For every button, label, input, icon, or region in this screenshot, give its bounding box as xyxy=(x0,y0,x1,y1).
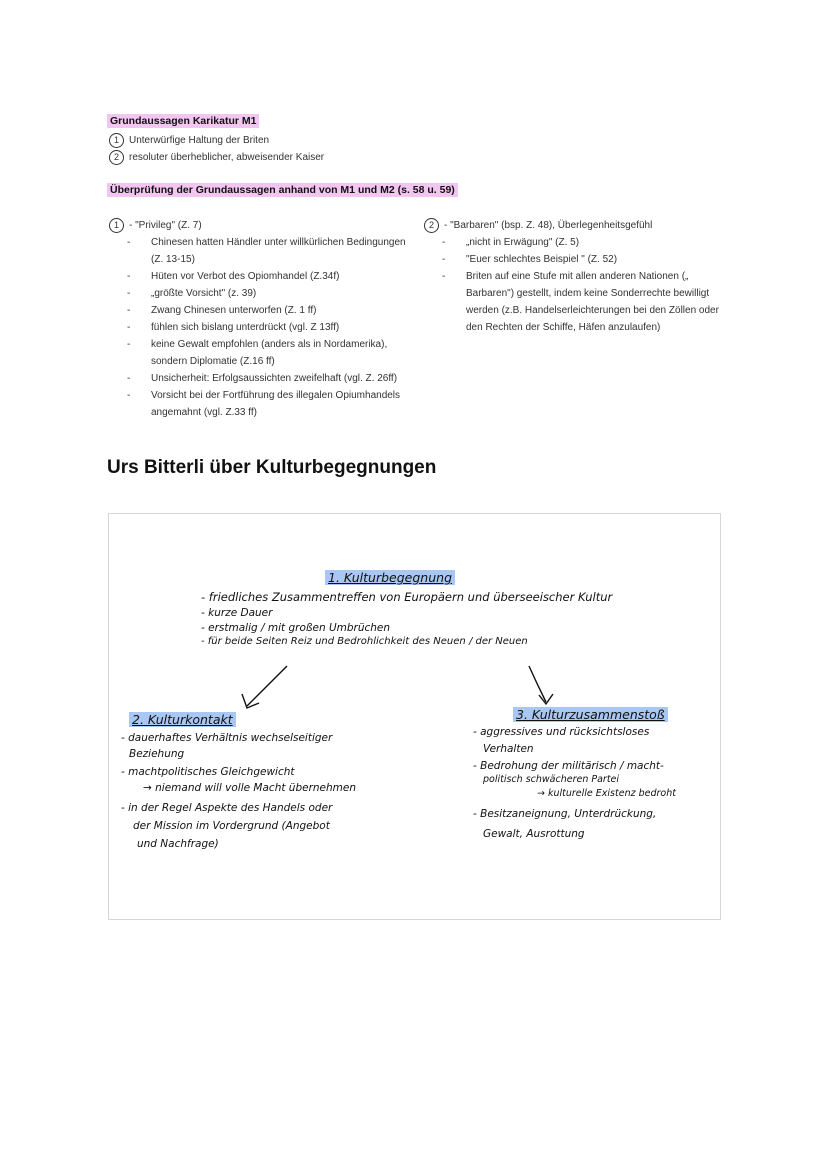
list-item: - "Euer schlechtes Beispiel " (Z. 52) xyxy=(442,251,724,268)
node-kulturkontakt-line: → niemand will volle Macht übernehmen xyxy=(143,782,357,794)
list-item: - Vorsicht bei der Fortführung des illegalen Opiumhandels angemahnt (vgl. Z.33 ff) xyxy=(127,387,409,421)
node-kulturzusammenstoss-line: - Besitzaneignung, Unterdrückung, xyxy=(473,808,657,820)
node-kulturbegegnung-line: - erstmalig / mit großen Umbrüchen xyxy=(201,622,391,634)
list-item: - fühlen sich bislang unterdrückt (vgl. Z 13ff) xyxy=(127,319,409,336)
left-column xyxy=(109,217,409,421)
circled-number: 2 xyxy=(424,218,439,233)
node-kulturkontakt-line: - dauerhaftes Verhältnis wechselseitiger xyxy=(121,732,333,744)
section2-heading: Überprüfung der Grundaussagen anhand von M1 und M2 (s. 58 u. 59) xyxy=(107,184,458,196)
node-kulturkontakt-line: - in der Regel Aspekte des Handels oder xyxy=(121,802,333,814)
section1-item-1: 1 Unterwürfige Haltung der Briten xyxy=(109,132,269,149)
list-item: - keine Gewalt empfohlen (anders als in Nordamerika), sondern Diplomatie (Z.16 ff) xyxy=(127,336,409,370)
list-item: - Zwang Chinesen unterworfen (Z. 1 ff) xyxy=(127,302,409,319)
list-item: - „größte Vorsicht" (z. 39) xyxy=(127,285,409,302)
node-kulturzusammenstoss-heading: 3. Kulturzusammenstoß xyxy=(513,707,668,722)
diagram-frame xyxy=(108,513,721,920)
section1-heading: Grundaussagen Karikatur M1 xyxy=(107,115,259,127)
left-lead: 1 - "Privileg" (Z. 7) xyxy=(109,217,409,234)
section1-item-2: 2 resoluter überheblicher, abweisender Kaiser xyxy=(109,149,324,166)
node-kulturkontakt-line: der Mission im Vordergrund (Angebot xyxy=(133,820,330,832)
list-item: - Hüten vor Verbot des Opiomhandel (Z.34f) xyxy=(127,268,409,285)
node-kulturkontakt-line: - machtpolitisches Gleichgewicht xyxy=(121,766,295,778)
node-kulturkontakt-line: Beziehung xyxy=(129,748,185,760)
circled-number: 1 xyxy=(109,218,124,233)
node-kulturbegegnung-line: - für beide Seiten Reiz und Bedrohlichkeit des Neuen / der Neuen xyxy=(201,636,528,647)
arrow-left-icon xyxy=(247,666,287,706)
node-kulturzusammenstoss-line: politisch schwächeren Partei xyxy=(483,774,620,785)
right-list xyxy=(442,234,724,336)
node-kulturbegegnung-line: - friedliches Zusammentreffen von Europäern und überseeischer Kultur xyxy=(201,590,613,604)
node-kulturzusammenstoss-line: Verhalten xyxy=(483,743,534,755)
arrow-right-icon xyxy=(529,666,546,702)
list-item: - Briten auf eine Stufe mit allen anderen Nationen („ Barbaren") gestellt, indem keine Sonderrechte bewilligt werden (z.B. Handelserleichterungen bei den Zöllen oder den Rechten der Schiffe, Häfen anzulaufen) xyxy=(442,268,724,336)
list-item: - „nicht in Erwägung" (Z. 5) xyxy=(442,234,724,251)
circled-number: 1 xyxy=(109,133,124,148)
node-kulturzusammenstoss-line: → kulturelle Existenz bedroht xyxy=(537,788,676,799)
node-kulturkontakt-heading: 2. Kulturkontakt xyxy=(129,712,236,727)
page-title: Urs Bitterli über Kulturbegegnungen xyxy=(107,457,437,478)
node-kulturzusammenstoss-line: Gewalt, Ausrottung xyxy=(483,828,585,840)
node-kulturbegegnung-line: - kurze Dauer xyxy=(201,607,273,619)
list-item: - Unsicherheit: Erfolgsaussichten zweifelhaft (vgl. Z. 26ff) xyxy=(127,370,409,387)
left-list xyxy=(127,234,409,421)
right-lead: 2 - "Barbaren" (bsp. Z. 48), Überlegenheitsgefühl xyxy=(424,217,724,234)
node-kulturkontakt-line: und Nachfrage) xyxy=(137,838,219,850)
list-item: - Chinesen hatten Händler unter willkürlichen Bedingungen (Z. 13-15) xyxy=(127,234,409,268)
node-kulturzusammenstoss-line: - aggressives und rücksichtsloses xyxy=(473,726,650,738)
node-kulturbegegnung-heading: 1. Kulturbegegnung xyxy=(325,570,455,585)
right-column xyxy=(424,217,724,336)
circled-number: 2 xyxy=(109,150,124,165)
node-kulturzusammenstoss-line: - Bedrohung der militärisch / macht- xyxy=(473,760,664,772)
arrow-right-head-icon xyxy=(539,694,553,704)
